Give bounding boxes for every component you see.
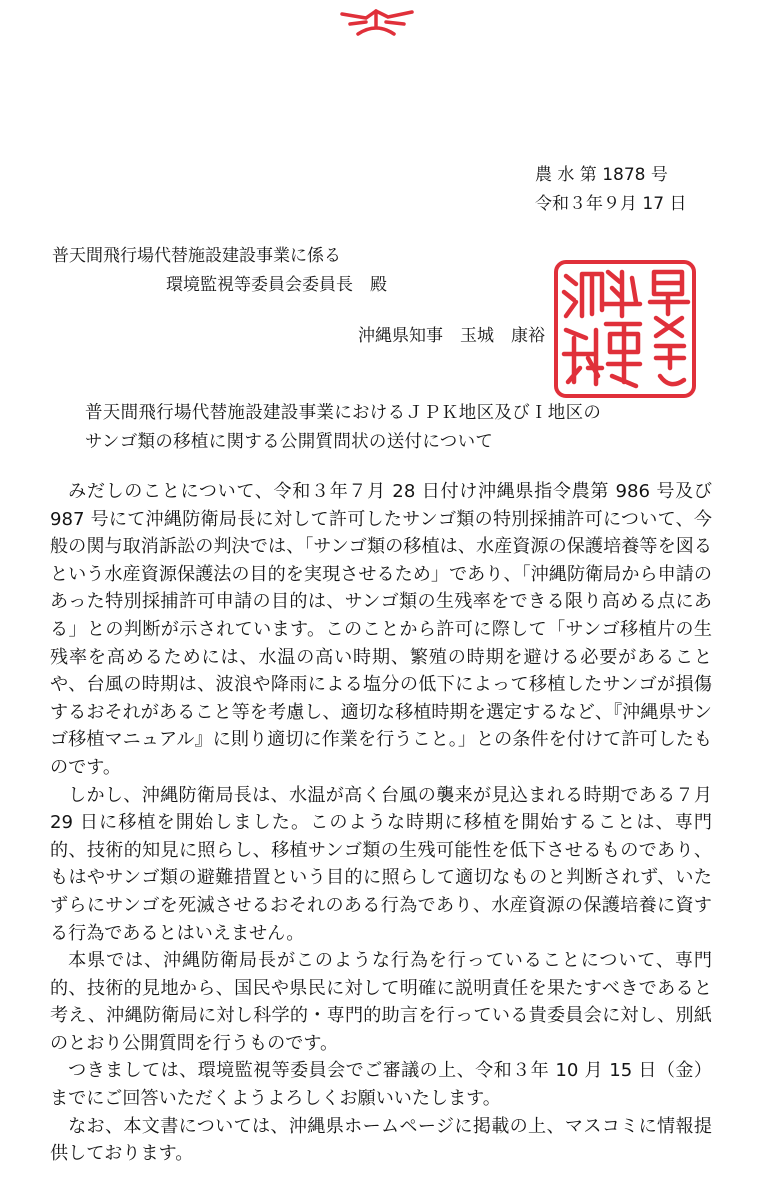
paragraph-5: なお、本文書については、沖縄県ホームページに掲載の上、マスコミに情報提供しております。	[50, 1115, 712, 1165]
sender-name: 沖縄県知事 玉城 康裕	[358, 326, 545, 346]
paragraph-2: しかし、沖縄防衛局長は、水温が高く台風の襲来が見込まれる時期である７月 29 日に移植を開始しました。このような時期に移植を開始することは、専門的、技術的知見に照らし、移植サンゴ類の生残可能性を低下させるものであり、もはやサンゴ類の避難措置という目的に照らして適切なものと判断されず、いたずらにサンゴを死滅させるおそれのある行為であり、水産資源の保護培養に資する行為であるとはいえません。	[50, 784, 712, 944]
paragraph-4: つきましては、環境監視等委員会でご審議の上、令和３年 10 月 15 日（金）までにご回答いただくようよろしくお願いいたします。	[50, 1060, 712, 1110]
addressee-line-1: 普天間飛行場代替施設建設事業に係る	[52, 246, 341, 266]
document-date: 令和３年９月 17 日	[535, 194, 687, 214]
paragraph-1: みだしのことについて、令和３年７月 28 日付け沖縄県指令農第 986 号及び 987 号にて沖縄防衛局長に対して許可したサンゴ類の特別採捕許可について、今般の関与取消訴訟の判決では、「サンゴ類の移植は、水産資源の保護培養等を図るという水産資源保護法の目的を実現させるため」であり、「沖縄防衛局から申請のあった特別採捕許可申請の目的は、サンゴ類の生残率をできる限り高める点にある」との判断が示されています。このことから許可に際して「サンゴ移植片の生残率を高めるためには、水温の高い時期、繁殖の時期を避ける必要があることや、台風の時期は、波浪や降雨による塩分の低下によって移植したサンゴが損傷するおそれがあること等を考慮し、適切な移植時期を選定するなど、『沖縄県サンゴ移植マニュアル』に則り適切に作業を行うこと。」との条件を付けて許可したものです。	[50, 481, 712, 778]
addressee-line-2: 環境監視等委員会委員長 殿	[166, 275, 387, 295]
subject-line-1: 普天間飛行場代替施設建設事業におけるＪＰＫ地区及びＩ地区の	[85, 403, 602, 423]
official-seal	[552, 258, 698, 400]
document-number: 農 水 第 1878 号	[535, 165, 668, 185]
letter-body	[50, 478, 712, 1168]
receipt-stamp-fragment	[336, 0, 418, 38]
paragraph-3: 本県では、沖縄防衛局長がこのような行為を行っていることについて、専門的、技術的見地から、国民や県民に対して明確に説明責任を果たすべきであると考え、沖縄防衛局に対し科学的・専門的助言を行っている貴委員会に対し、別紙のとおり公開質問を行うものです。	[50, 950, 712, 1054]
subject-line-2: サンゴ類の移植に関する公開質問状の送付について	[85, 432, 494, 452]
